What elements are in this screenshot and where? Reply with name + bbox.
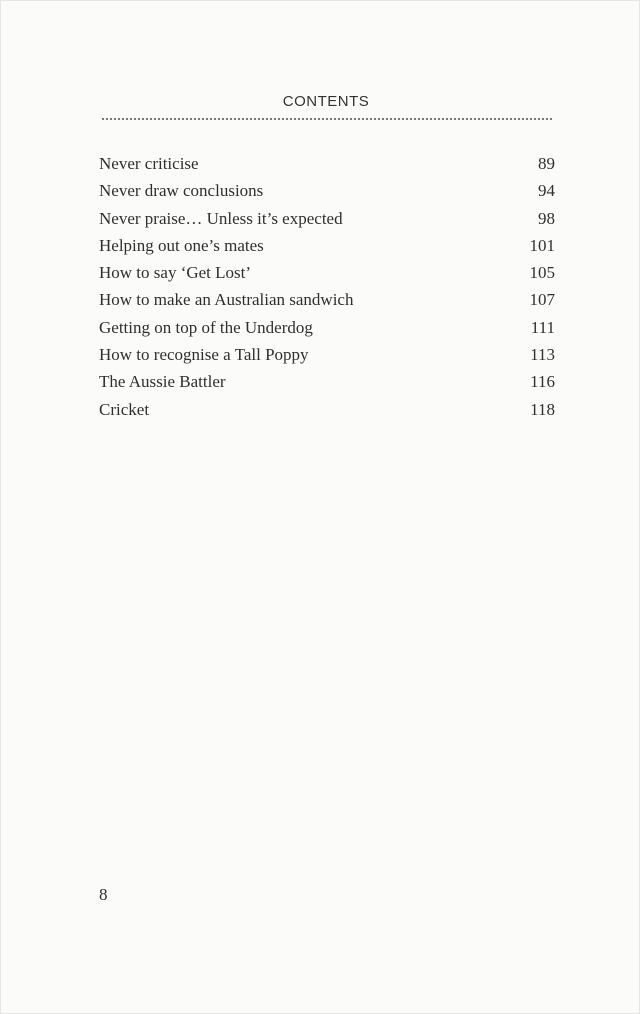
toc-entry[interactable] — [99, 345, 555, 372]
contents-header — [100, 93, 552, 110]
table-of-contents — [99, 154, 555, 427]
toc-entry-page: 113 — [530, 345, 555, 365]
toc-entry[interactable] — [99, 263, 555, 290]
toc-entry-page: 118 — [530, 399, 555, 419]
toc-entry[interactable] — [99, 400, 555, 427]
toc-entry-page: 101 — [529, 235, 555, 255]
toc-entry-page: 116 — [530, 372, 555, 392]
toc-entry[interactable] — [99, 318, 555, 345]
toc-entry-page: 105 — [529, 263, 555, 283]
toc-entry-title: The Aussie Battler — [99, 372, 226, 392]
page-title: CONTENTS — [282, 93, 370, 110]
toc-entry-title: Helping out one’s mates — [99, 235, 264, 255]
toc-entry-title: How to say ‘Get Lost’ — [99, 263, 252, 283]
page-number: 8 — [99, 885, 108, 904]
toc-entry-page: 107 — [529, 290, 555, 310]
toc-entry-title: Never criticise — [99, 154, 199, 173]
toc-entry[interactable] — [99, 154, 555, 181]
toc-entry-title: How to make an Australian sandwich — [99, 290, 354, 310]
toc-entry-page: 94 — [538, 181, 555, 201]
toc-entry-page: 89 — [538, 154, 555, 173]
toc-entry-title: Cricket — [99, 399, 150, 419]
toc-entry-title: How to recognise a Tall Poppy — [99, 345, 309, 365]
toc-entry-title: Never draw conclusions — [99, 181, 264, 201]
toc-entry[interactable] — [99, 372, 555, 399]
toc-entry[interactable] — [99, 236, 555, 263]
toc-entry-title: Getting on top of the Underdog — [99, 317, 313, 337]
toc-entry-page: 111 — [530, 317, 555, 337]
toc-entry[interactable] — [99, 290, 555, 317]
toc-entry[interactable] — [99, 209, 555, 236]
dotted-divider — [102, 118, 552, 120]
toc-entry[interactable] — [99, 181, 555, 208]
toc-entry-title: Never praise… Unless it’s expected — [99, 208, 343, 228]
toc-entry-page: 98 — [538, 208, 555, 228]
